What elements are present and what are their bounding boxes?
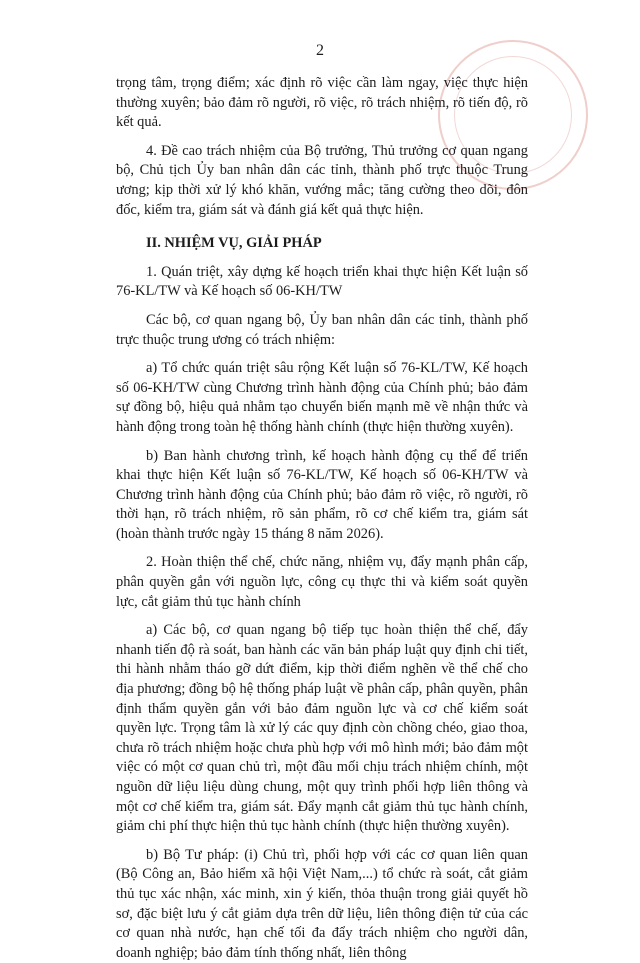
- paragraph-item-4: 4. Đề cao trách nhiệm của Bộ trưởng, Thủ trưởng cơ quan ngang bộ, Chủ tịch Ủy ban nhân dân các tỉnh, thành phố trực thuộc Trung ương; kịp thời xử lý khó khăn, vướng mắc; tăng cường theo dõi, đôn đốc, kiểm tra, giám sát và đánh giá kết quả thực hiện.: [116, 142, 528, 218]
- paragraph-item-2b: b) Bộ Tư pháp: (i) Chủ trì, phối hợp với các cơ quan liên quan (Bộ Công an, Bảo hiểm xã hội Việt Nam,...) tổ chức rà soát, cắt giảm thủ tục xác nhận, xác minh, xin ý kiến, thỏa thuận trong giải quyết hồ sơ, đặc biệt lưu ý cắt giảm dựa trên dữ liệu, liên thông điện tử của các cơ quan nhà nước, hạn chế tối đa đẩy trách nhiệm cho người dân, doanh nghiệp; bảo đảm tính thống nhất, liên thông: [116, 846, 528, 961]
- document-body: [116, 74, 528, 963]
- paragraph-responsibility-intro: Các bộ, cơ quan ngang bộ, Ủy ban nhân dân các tỉnh, thành phố trực thuộc trung ương có trách nhiệm:: [116, 311, 528, 348]
- subsection-heading-2: 2. Hoàn thiện thể chế, chức năng, nhiệm vụ, đẩy mạnh phân cấp, phân quyền gắn với nguồn lực, công cụ thực thi và kiểm soát quyền lực, cắt giảm thủ tục hành chính: [116, 554, 528, 610]
- paragraph-item-2a: a) Các bộ, cơ quan ngang bộ tiếp tục hoàn thiện thể chế, đẩy nhanh tiến độ rà soát, ban hành các văn bản pháp luật quy định chi tiết, thi hành nhằm tháo gỡ dứt điểm, kịp thời điểm nghẽn về thể chế cho địa phương; đồng bộ hệ thống pháp luật về phân cấp, phân quyền, phân định thẩm quyền gắn với bảo đảm nguồn lực và cơ chế kiểm soát quyền lực. Trọng tâm là xử lý các quy định còn chồng chéo, giao thoa, chưa rõ trách nhiệm hoặc chưa phù hợp với mô hình mới; bảo đảm một việc có một cơ quan chủ trì, một đầu mối chịu trách nhiệm chính, một nguồn dữ liệu liệu dùng chung, một quy trình phối hợp liên thông và một cơ chế kiểm tra, giám sát. Đẩy mạnh cắt giảm thủ tục hành chính, giảm chi phí thực hiện thủ tục hành chính (thực hiện thường xuyên).: [116, 622, 528, 835]
- section-heading: II. NHIỆM VỤ, GIẢI PHÁP: [146, 235, 322, 252]
- paragraph-item-1b: b) Ban hành chương trình, kế hoạch hành động cụ thể để triển khai thực hiện Kết luận số 76-KL/TW, Kế hoạch số 06-KH/TW và Chương trình hành động của Chính phủ; bảo đảm rõ việc, rõ người, rõ thời hạn, rõ trách nhiệm, rõ sản phẩm, rõ cơ chế kiểm tra, giám sát (hoàn thành trước ngày 15 tháng 8 năm 2026).: [116, 447, 528, 542]
- page-number: 2: [316, 42, 324, 59]
- paragraph-item-1a: a) Tổ chức quán triệt sâu rộng Kết luận số 76-KL/TW, Kế hoạch số 06-KH/TW cùng Chương trình hành động của Chính phủ; bảo đảm sự đồng bộ, hiệu quả nhằm tạo chuyển biến mạnh mẽ về nhận thức và hành động trong toàn hệ thống hành chính (thực hiện thường xuyên).: [116, 360, 528, 435]
- subsection-heading-1: 1. Quán triệt, xây dựng kế hoạch triển khai thực hiện Kết luận số 76-KL/TW và Kế hoạch số 06-KH/TW: [116, 263, 528, 300]
- paragraph-continuation: trọng tâm, trọng điểm; xác định rõ việc cần làm ngay, việc thực hiện thường xuyên; bảo đảm rõ người, rõ việc, rõ trách nhiệm, rõ tiến độ, rõ kết quả.: [116, 75, 528, 131]
